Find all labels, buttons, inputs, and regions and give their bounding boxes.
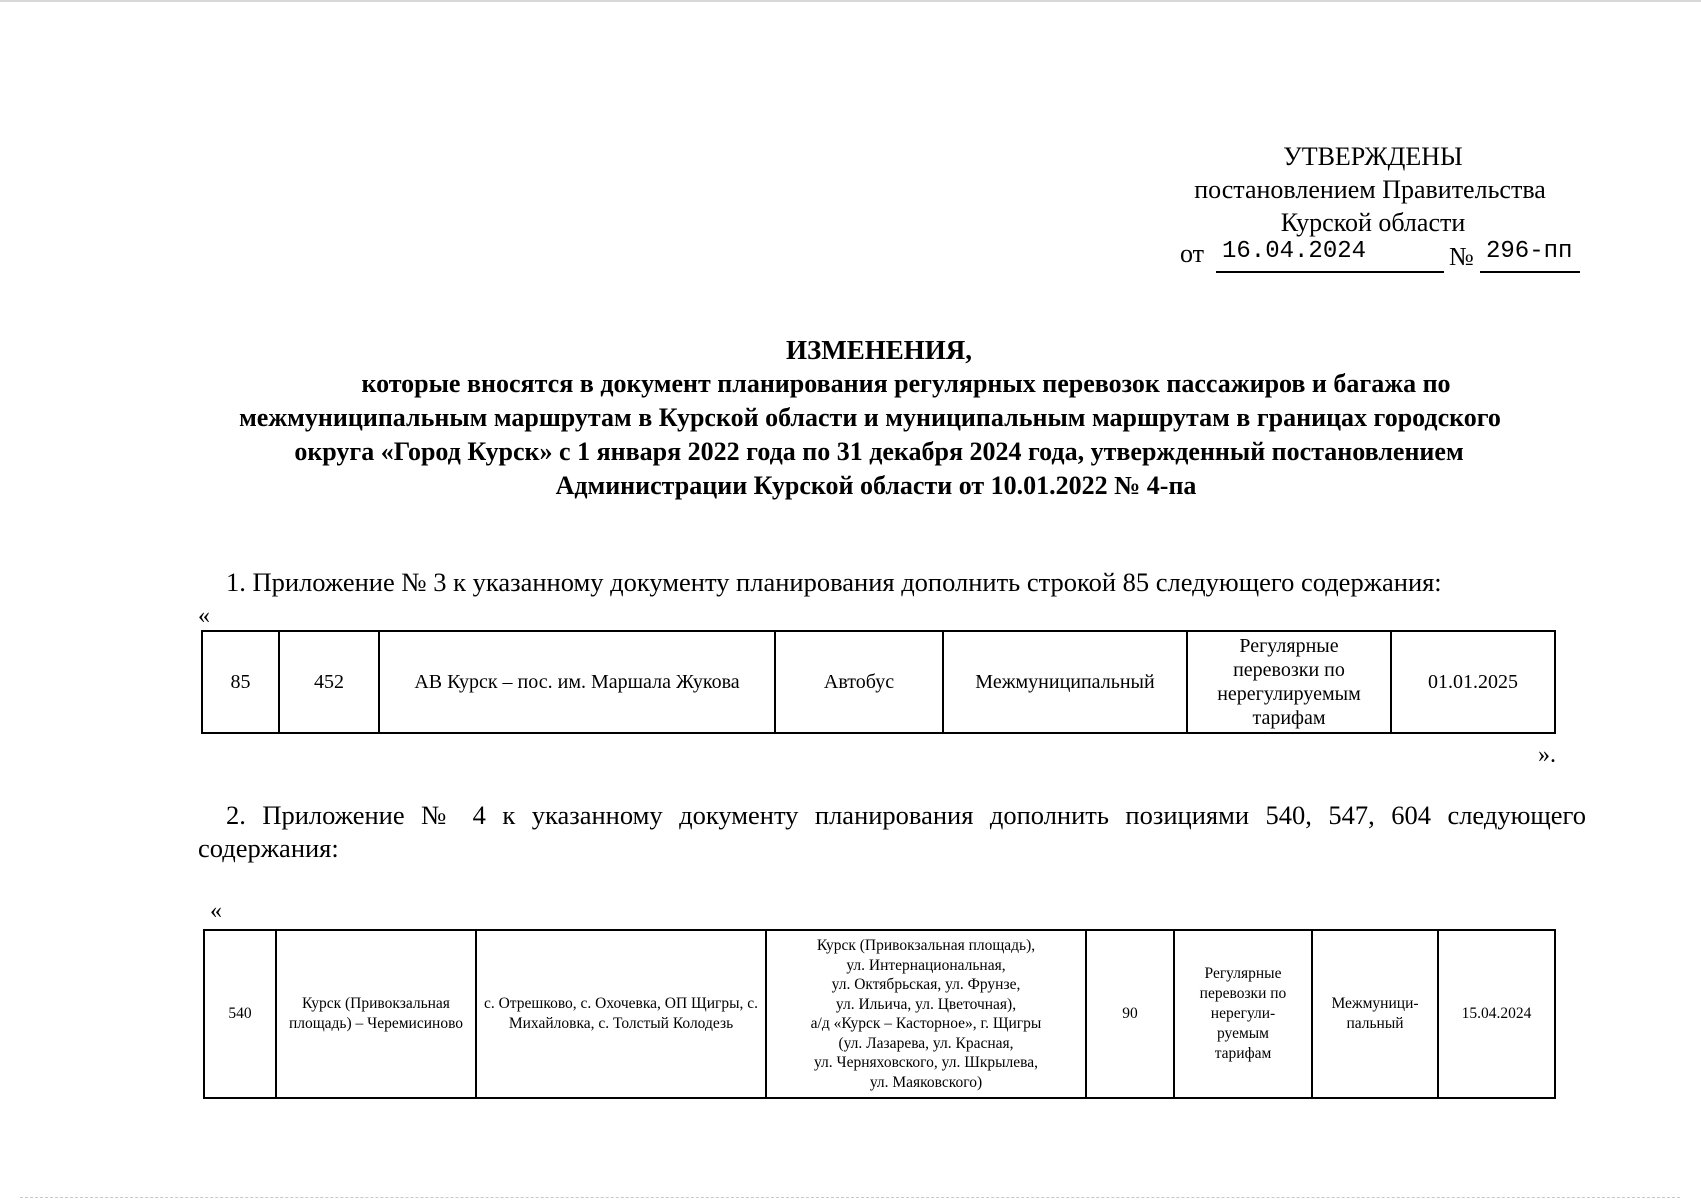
date-prefix: от [1180,239,1205,268]
approval-line-2: Курской области [1280,208,1466,237]
number-prefix: № [1449,242,1474,271]
item-2-open-quote: « [210,898,222,924]
cell-position-number: 540 [204,930,276,1098]
cell-tariff-type: Регулярные перевозки по нерегулируемым тарифам [1187,631,1391,733]
tariff-line: Регулярные [1204,965,1282,982]
heading-line-1: которые вносятся в документ планирования регулярных перевозок пассажиров и багажа по [361,369,1451,398]
approval-block [1150,140,1590,239]
table-row [202,631,1555,733]
cell-route-length: 90 [1086,930,1174,1098]
approval-title: УТВЕРЖДЕНЫ [1283,142,1463,171]
heading-line-2: межмуниципальным маршрутам в Курской области и муниципальным маршрутам в границах городского [239,403,1501,432]
table-appendix-3 [201,630,1556,734]
streets-line: ул. Черняховского, ул. Шкрылева, [813,1054,1039,1071]
cell-route-name: АВ Курск – пос. им. Маршала Жукова [379,631,775,733]
cell-route-kind: Межмуниципальный [943,631,1187,733]
tariff-line: руемым [1216,1025,1269,1042]
item-2-line-1: 2. Приложение № 4 к указанному документу планирования дополнить позициями 540, 547, 604 следующего [226,800,1586,830]
document-heading [180,333,1560,503]
approval-date-row [1180,239,1204,269]
tariff-line: перевозки по [1199,985,1287,1002]
tariff-line: нерегули- [1210,1005,1276,1022]
cell-route-kind [1312,930,1438,1098]
approval-date: 16.04.2024 [1222,238,1367,265]
cell-tariff-type [1174,930,1312,1098]
cell-intermediate-stops: с. Отрешково, с. Охочевка, ОП Щигры, с. Михайловка, с. Толстый Колодезь [476,930,766,1098]
table-appendix-4 [203,929,1556,1099]
cell-route-number: 452 [279,631,379,733]
cell-start-date: 01.01.2025 [1391,631,1555,733]
streets-line: ул. Октябрьская, ул. Фрунзе, [831,976,1021,993]
kind-line: Межмуници- [1331,995,1419,1012]
scan-edge-top [0,0,1701,2]
tariff-line: тарифам [1214,1045,1272,1062]
scan-edge-bottom [20,1197,1680,1199]
streets-line: (ул. Лазарева, ул. Красная, [838,1034,1014,1052]
heading-title: ИЗМЕНЕНИЯ, [785,335,972,365]
item-1-open-quote: « [198,603,210,629]
cell-row-number: 85 [202,631,279,733]
kind-line: пальный [1346,1015,1404,1032]
streets-line: ул. Маяковского) [869,1073,983,1091]
heading-line-4: Администрации Курской области от 10.01.2022 № 4-па [555,471,1197,500]
streets-line: а/д «Курск – Касторное», г. Щигры [810,1015,1042,1032]
streets-line: ул. Ильича, ул. Цветочная), [835,995,1017,1013]
item-1-close-quote: ». [1538,742,1556,768]
item-2-line-2: содержания: [198,833,339,863]
item-1-text: 1. Приложение № 3 к указанному документу планирования дополнить строкой 85 следующего содержания: [226,567,1442,597]
approval-line-1: постановлением Правительства [1194,175,1546,204]
streets-line: Курск (Привокзальная площадь), [816,937,1036,954]
cell-vehicle-type: Автобус [775,631,943,733]
heading-line-3: округа «Город Курск» с 1 января 2022 года по 31 декабря 2024 года, утвержденный постановлением [294,437,1464,466]
cell-route-name: Курск (Привокзальная площадь) – Черемисиново [276,930,476,1098]
table-row [204,930,1555,1098]
cell-start-date: 15.04.2024 [1438,930,1555,1098]
streets-line: ул. Интернациональная, [846,956,1006,974]
date-underline [1216,271,1444,273]
number-underline [1480,271,1580,273]
approval-number: 296-пп [1486,238,1573,265]
cell-streets [766,930,1086,1098]
